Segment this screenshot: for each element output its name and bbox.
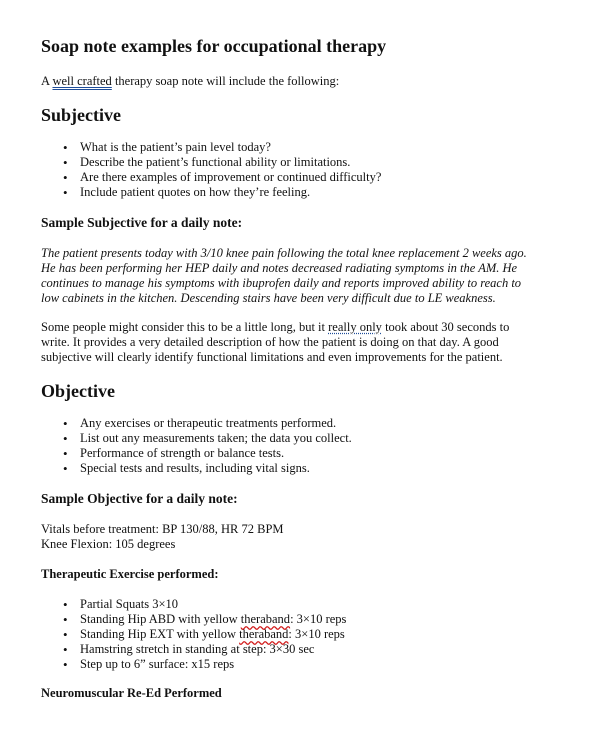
intro-underlined-phrase: well crafted <box>52 74 112 88</box>
commentary-line-2: write. It provides a very detailed description of how the patient is doing on that day. A good <box>41 335 499 349</box>
exercise-text: Standing Hip ABD with yellow <box>80 612 241 626</box>
commentary-line-1 <box>41 320 551 335</box>
subjective-bullet-item: • Include patient quotes on how they’re feeling. <box>63 185 381 200</box>
subjective-heading: Subjective <box>41 105 121 125</box>
intro-text-after: therapy soap note will include the following: <box>111 74 340 88</box>
sample-subjective-line: The patient presents today with 3/10 knee pain following the total knee replacement 2 weeks ago. <box>41 246 527 260</box>
sample-subjective-line: low cabinets in the kitchen. Descending stairs have been very difficult due to LE weakness. <box>41 291 496 305</box>
objective-bullet-list <box>63 416 352 476</box>
exercise-text: : 3×10 reps <box>290 612 347 626</box>
objective-bullet-item: • Any exercises or therapeutic treatments performed. <box>63 416 352 431</box>
knee-flexion-line: Knee Flexion: 105 degrees <box>41 537 176 551</box>
exercise-item: • Partial Squats 3×10 <box>63 597 346 612</box>
objective-heading: Objective <box>41 381 115 401</box>
subjective-bullet-item: • Are there examples of improvement or continued difficulty? <box>63 170 381 185</box>
objective-bullet-item: • List out any measurements taken; the data you collect. <box>63 431 352 446</box>
sample-subjective-line: He has been performing her HEP daily and notes decreased radiating symptoms in the AM. He <box>41 261 518 275</box>
document-title: Soap note examples for occupational therapy <box>41 36 387 56</box>
vitals-line: Vitals before treatment: BP 130/88, HR 72 BPM <box>41 522 284 536</box>
objective-bullet-item: • Special tests and results, including vital signs. <box>63 461 352 476</box>
sample-objective-heading: Sample Objective for a daily note: <box>41 491 238 506</box>
objective-bullet-item: • Performance of strength or balance tests. <box>63 446 352 461</box>
therapeutic-exercise-heading: Therapeutic Exercise performed: <box>41 567 219 581</box>
subjective-bullet-item: • Describe the patient’s functional ability or limitations. <box>63 155 381 170</box>
exercise-text: Standing Hip EXT with yellow <box>80 627 240 641</box>
sample-subjective-note <box>41 246 551 306</box>
exercise-item <box>63 612 346 627</box>
objective-measurements <box>41 522 551 552</box>
commentary-text: Some people might consider this to be a little long, but it <box>41 320 329 334</box>
sample-subjective-line: continues to manage his symptoms with ibuprofen daily and reports improved ability to reach to <box>41 276 522 290</box>
commentary-underlined-phrase: really only <box>328 320 382 334</box>
spelling-marked-word: theraband <box>240 612 291 626</box>
sample-subjective-heading: Sample Subjective for a daily note: <box>41 215 243 230</box>
commentary-line-3: subjective will clearly identify functional limitations and even improvements for the patient. <box>41 350 503 364</box>
exercise-item <box>63 627 346 642</box>
subjective-bullet-list <box>63 140 381 200</box>
intro-text-before: A <box>41 74 53 88</box>
intro-paragraph <box>41 73 339 89</box>
exercise-bullet-list <box>63 597 346 672</box>
subjective-commentary <box>41 320 551 365</box>
exercise-item: • Hamstring stretch in standing at step: 3×30 sec <box>63 642 346 657</box>
exercise-item: • Step up to 6” surface: x15 reps <box>63 657 346 672</box>
commentary-text: took about 30 seconds to <box>381 320 510 334</box>
subjective-bullet-item: • What is the patient’s pain level today? <box>63 140 381 155</box>
neuromuscular-heading: Neuromuscular Re-Ed Performed <box>41 686 222 700</box>
exercise-text: : 3×10 reps <box>288 627 345 641</box>
spelling-marked-word: theraband <box>239 627 289 641</box>
